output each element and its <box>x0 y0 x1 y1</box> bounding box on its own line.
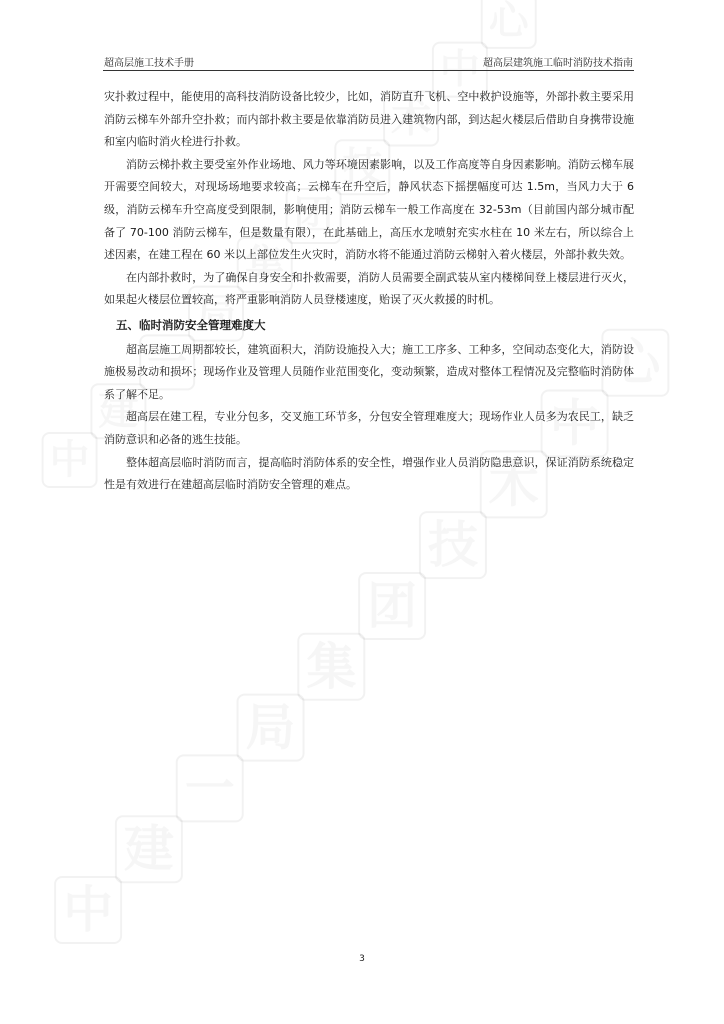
watermark-char <box>481 0 537 49</box>
section-heading: 五、临时消防安全管理难度大 <box>116 317 266 332</box>
watermark-char <box>237 694 305 762</box>
body-paragraph: 整体超高层临时消防而言，提高临时消防体系的安全性，增强作业人员消防隐患意识，保证消防系统稳定性是有效进行在建超高层临时消防安全管理的难点。 <box>104 455 634 492</box>
page-body <box>104 86 634 497</box>
body-paragraph: 超高层施工周期都较长，建筑面积大，消防设施投入大；施工工序多、工种多，空间动态变化大，消防设施极易改动和损坏；现场作业及管理人员随作业范围变化，变动频繁，造成对整体工程情况及完整临时消防体系了解不足。 <box>104 342 634 401</box>
watermark-char <box>176 754 244 822</box>
body-paragraph: 超高层在建工程，专业分包多，交叉施工环节多，分包安全管理难度大；现场作业人员多为农民工，缺乏消防意识和必备的逃生技能。 <box>104 410 634 446</box>
header-divider <box>103 70 634 71</box>
page-number: 3 <box>359 954 365 964</box>
running-header-left: 超高层施工技术手册 <box>104 58 194 69</box>
body-paragraph: 消防云梯扑救主要受室外作业场地、风力等环境因素影响，以及工作高度等自身因素影响。消防云梯车展开需要空间较大，对现场场地要求较高；云梯车在升空后，静风状态下摇摆幅度可达 1.5m，当风力大于 6 级，消防云梯车升空高度受到限制，影响使用；消防云梯车一般工作高度在 32-53m（目前国内部分城市配备了 70-100 消防云梯车，但是数量有限），在此基础上，高压水龙喷射充实水柱在 10 米左右，所以综合上述因素，在建工程在 60 米以上部位发生火灾时，消防水将不能通过消防云梯射入着火楼层，外部扑救失效。 <box>104 157 634 262</box>
watermark-char <box>42 432 98 488</box>
watermark-char <box>419 511 487 579</box>
watermark-char <box>115 815 183 883</box>
body-paragraph: 灾扑救过程中，能使用的高科技消防设备比较少，比如，消防直升飞机、空中救护设施等，外部扑救主要采用消防云梯车外部升空扑救；而内部扑救主要是依靠消防员进入建筑物内部，到达起火楼层后借助自身携带设施和室内临时消火栓进行扑救。 <box>104 90 634 149</box>
watermark-char <box>297 633 365 701</box>
running-header-right: 超高层建筑施工临时消防技术指南 <box>483 58 633 69</box>
watermark-char <box>358 572 426 640</box>
watermark-char <box>54 876 122 944</box>
body-paragraph: 在内部扑救时，为了确保自身安全和扑救需要，消防人员需要全副武装从室内楼梯间登上楼层进行灭火，如果起火楼层位置较高，将严重影响消防人员登楼速度，贻误了灭火救援的时机。 <box>104 270 634 307</box>
